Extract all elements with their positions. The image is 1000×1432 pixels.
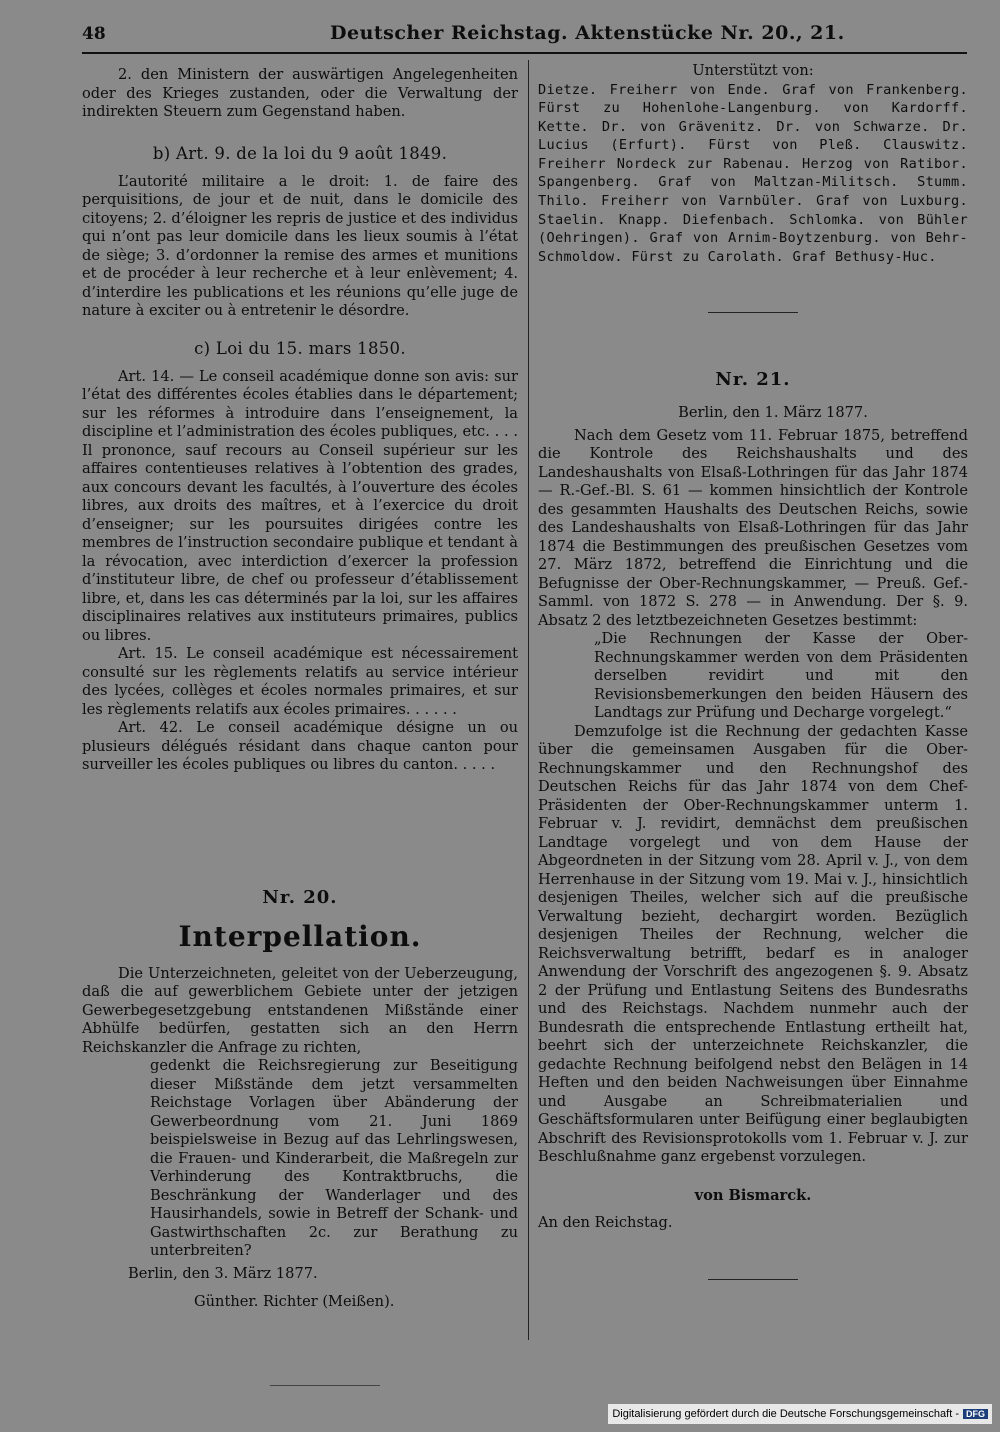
letter-paragraph-1: Nach dem Gesetz vom 11. Februar 1875, betreffend die Kontrole des Reichshaushalts und des Landeshaushalts von Elsaß-Lothringen für das Jahr 1874 — R.-Gef.-Bl. S. 61 — kommen hinsichtlich der Kontrole des gesammten Haushalts des Deutschen Reichs, sowie des Landeshaushalts von Elsaß-Lothringen für das Jahr 1874 die Bestimmungen des preußischen Gesetzes vom 27. März 1872, betreffend die Einrichtung und die Befugnisse der Ober-Rechnungskammer, — Preuß. Gef.-Samml. von 1872 S. 278 — in Anwendung. Der §. 9. Absatz 2 des letztbezeichneten Gesetzes bestimmt: [538, 426, 968, 629]
digitization-footer [608, 1404, 992, 1424]
nr-20-heading: Nr. 20. [262, 886, 338, 908]
interpellation-signers: Günther. Richter (Meißen). [194, 1293, 395, 1310]
article-15-text: Art. 15. Le conseil académique est nécessairement consulté sur les règlements relatifs au service intérieur des lycées, collèges et écoles normales primaires, et sur les règlements relatifs aux écoles primaires. . . . . . [82, 645, 518, 718]
law-quote: „Die Rechnungen der Kasse der Ober-Rechnungskammer werden von dem Präsidenten derselben revidirt und mit den Revisionsbemerkungen den beiden Häusern des Landtags zur Prüfung und Decharge vorgelegt.“ [594, 630, 968, 722]
item-2-paragraph: 2. den Ministern der auswärtigen Angelegenheiten oder des Krieges zustanden, oder die Verwaltung der indirekten Steuern zum Gegenstand haben. [82, 66, 518, 120]
separator-rule [708, 312, 798, 313]
interpellation-question: gedenkt die Reichsregierung zur Beseitigung dieser Mißstände dem jetzt versammelten Reichstage Vorlagen über Abänderung der Gewerbeordnung vom 21. Juni 1869 beispielsweise in Bezug auf das Lehrlingswesen, die Frauen- und Kinderarbeit, die Maßregeln zur Verhinderung des Kontraktbruchs, die Beschränkung der Wanderlager und des Hausirhandels, sowie in Betreff der Schank- und Gastwirthschaften 2c. zur Berathung zu unterbreiten? [150, 1057, 518, 1259]
letter-date: Berlin, den 1. März 1877. [678, 404, 868, 422]
supported-by-heading: Unterstützt von: [692, 62, 814, 79]
left-column [82, 62, 518, 1312]
interpellation-title: Interpellation. [178, 919, 422, 953]
article-42-text: Art. 42. Le conseil académique désigne un ou plusieurs délégués résidant dans chaque canton pour surveiller les écoles publiques ou libres du canton. . . . . [82, 719, 518, 773]
section-c-heading: c) Loi du 15. mars 1850. [194, 338, 406, 358]
running-title: Deutscher Reichstag. Aktenstücke Nr. 20., 21. [330, 22, 845, 44]
column-divider [528, 60, 529, 1340]
bottom-rule [270, 1385, 380, 1386]
nr-21-heading: Nr. 21. [715, 369, 791, 391]
interpellation-intro: Die Unterzeichneten, geleitet von der Ueberzeugung, daß die auf gewerblichem Gebiete unter der jetzigen Gewerbegesetzgebung entstandenen Mißstände einer Abhülfe bedürfen, gestatten sich an den Herrn Reichskanzler die Anfrage zu richten, [82, 964, 518, 1056]
footer-text: Digitalisierung gefördert durch die Deutsche Forschungsgemeinschaft - [612, 1408, 959, 1420]
signature: von Bismarck. [694, 1186, 812, 1204]
article-14-text: Art. 14. — Le conseil académique donne son avis: sur l’état des différentes écoles établies dans le département; sur les réformes à introduire dans l’enseignement, la discipline et l’administration des écoles publiques, etc. . . . Il prononce, sauf recours au Conseil supérieur sur les affaires contentieuses relatives à l’obtention des grades, aux concours devant les facultés, à l’ouverture des écoles libres, aux droits des maîtres, et à l’exercice du droit d’enseigner; sur les poursuites dirigées contre les membres de l’instruction secondaire publique et tendant à la révocation, avec interdiction d’exercer la profession d’instituteur libre, de chef ou professeur d’établissement libre, et, dans les cas déterminés par la loi, sur les affaires disciplinaires relatives aux instituteurs primaires, publics ou libres. [82, 367, 518, 644]
header-rule [82, 52, 967, 54]
right-column [538, 62, 968, 1280]
letter-paragraph-2: Demzufolge ist die Rechnung der gedachten Kasse über die gemeinsamen Ausgaben für die Ober-Rechnungskammer und den Rechnungshof des Deutschen Reichs für das Jahr 1874 von dem Chef-Präsidenten der Ober-Rechnungskammer unterm 1. Februar v. J. revidirt, demnächst dem preußischen Landtage vorgelegt und von dem Hause der Abgeordneten in der Sitzung vom 28. April v. J., von dem Herrenhause in der Sitzung vom 19. Mai v. J., hinsichtlich desjenigen Theiles, welcher sich auf die preußische Verwaltung bezieht, dechargirt worden. Bezüglich desjenigen Theiles der Rechnung, welcher die Reichsverwaltung betrifft, bedarf es in analoger Anwendung der Vorschrift des angezogenen §. 9. Absatz 2 der Prüfung und Entlastung Seitens des Bundesraths und des Reichstags. Nachdem nunmehr auch der Bundesrath die entsprechende Entlastung ertheilt hat, beehrt sich der unterzeichnete Reichskanzler, die gedachte Rechnung beifolgend nebst den Belägen in 14 Heften und den beiden Nachweisungen über Einnahme und Ausgabe an Schreibmaterialien und Geschäftsformularen unter Beifügung einer beglaubigten Abschrift des Revisionsprotokolls vom 1. Februar v. J. zur Beschlußnahme ganz ergebenst vorzulegen. [538, 722, 968, 1166]
supporters-list: Dietze. Freiherr von Ende. Graf von Frankenberg. Fürst zu Hohenlohe-Langenburg. von Kardorff. Kette. Dr. von Grävenitz. Dr. von Schwarze. Dr. Lucius (Erfurt). Fürst von Pleß. Clauswitz. Freiherr Nordeck zur Rabenau. Herzog von Ratibor. Spangenberg. Graf von Maltzan-Militsch. Stumm. Thilo. Freiherr von Varnbüler. Graf von Luxburg. Staelin. Knapp. Diefenbach. Schlomka. von Bühler (Oehringen). Graf von Arnim-Boytzenburg. von Behr-Schmoldow. Fürst zu Carolath. Graf Bethusy-Huc. [538, 81, 968, 265]
page-number: 48 [82, 24, 106, 44]
separator-rule [708, 1279, 798, 1280]
dfg-logo: DFG [963, 1409, 988, 1419]
section-b-text: L’autorité militaire a le droit: 1. de faire des perquisitions, de jour et de nuit, dans le domicile des citoyens; 2. d’éloigner les repris de justice et des individus qui n’ont pas leur domicile dans les lieux soumis à l’état de siège; 3. d’ordonner la remise des armes et munitions et de procéder à leur recherche et à leur enlèvement; 4. d’interdire les publications et les réunions qu’elle juge de nature à exciter ou à entretenir le désordre. [82, 172, 518, 319]
section-b-heading: b) Art. 9. de la loi du 9 août 1849. [152, 143, 448, 163]
interpellation-date: Berlin, den 3. März 1877. [128, 1264, 318, 1282]
addressee: An den Reichstag. [538, 1213, 673, 1231]
